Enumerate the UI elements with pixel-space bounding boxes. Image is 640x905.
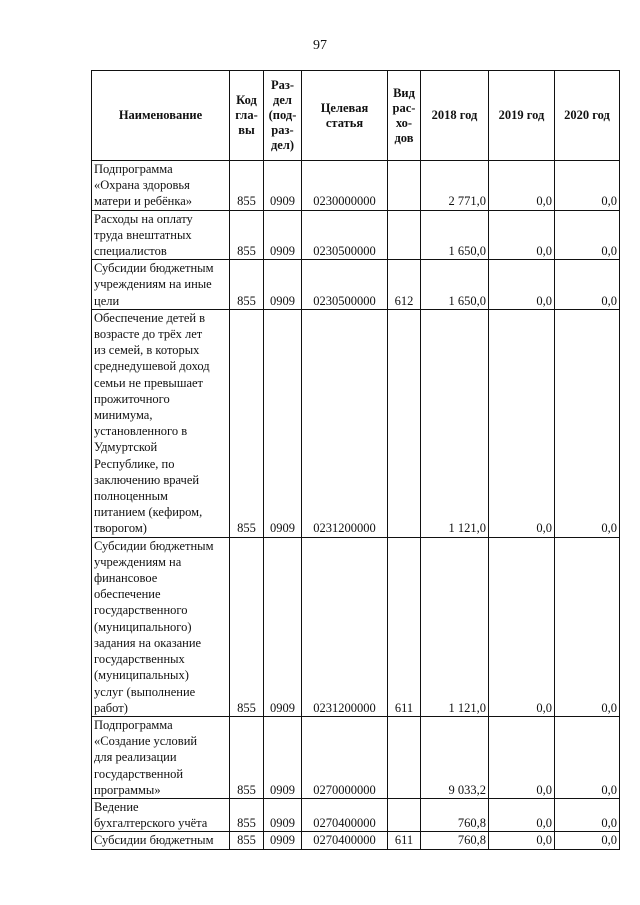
table-row	[92, 798, 620, 831]
row-name: Субсидии бюджетным учреждениям на финансовое обеспечение государственного (муниципального) задания на оказание государственных (муниципальных) услуг (выполнение работ)	[92, 537, 230, 716]
row-value-2019: 0,0	[489, 161, 555, 211]
row-value-2019: 0,0	[489, 832, 555, 849]
row-name: Субсидии бюджетным	[92, 832, 230, 849]
row-expense-type	[388, 210, 421, 260]
row-value-2020: 0,0	[555, 716, 620, 798]
row-value-2019: 0,0	[489, 798, 555, 831]
row-name: Субсидии бюджетным учреждениям на иные цели	[92, 260, 230, 310]
row-name: Подпрограмма «Охрана здоровья матери и ребёнка»	[92, 161, 230, 211]
header-expense-type: Вид рас- хо- дов	[388, 71, 421, 161]
row-expense-type	[388, 716, 421, 798]
row-value-2018: 1 121,0	[421, 309, 489, 537]
row-chapter-code: 855	[230, 260, 264, 310]
row-value-2018: 1 650,0	[421, 210, 489, 260]
row-value-2018: 2 771,0	[421, 161, 489, 211]
row-section: 0909	[264, 537, 302, 716]
page-number: 97	[313, 38, 327, 53]
row-value-2019: 0,0	[489, 537, 555, 716]
row-section: 0909	[264, 716, 302, 798]
row-value-2020: 0,0	[555, 832, 620, 849]
header-name: Наименование	[92, 71, 230, 161]
row-target-article: 0230500000	[302, 260, 388, 310]
row-value-2020: 0,0	[555, 260, 620, 310]
row-value-2020: 0,0	[555, 309, 620, 537]
header-2020: 2020 год	[555, 71, 620, 161]
row-section: 0909	[264, 798, 302, 831]
row-name: Обеспечение детей в возрасте до трёх лет из семей, в которых среднедушевой доход семьи не превышает прожиточного минимума, установленного в Удмуртской Республике, по заключению врачей полноценным питанием (кефиром, творогом)	[92, 309, 230, 537]
row-value-2020: 0,0	[555, 161, 620, 211]
table-row	[92, 260, 620, 310]
header-chapter-code: Код гла- вы	[230, 71, 264, 161]
row-expense-type	[388, 161, 421, 211]
row-target-article: 0231200000	[302, 309, 388, 537]
row-chapter-code: 855	[230, 161, 264, 211]
row-expense-type	[388, 309, 421, 537]
row-value-2018: 9 033,2	[421, 716, 489, 798]
table-row	[92, 832, 620, 849]
table-header-row	[92, 71, 620, 161]
row-target-article: 0270400000	[302, 798, 388, 831]
row-expense-type	[388, 798, 421, 831]
row-expense-type: 612	[388, 260, 421, 310]
row-section: 0909	[264, 260, 302, 310]
row-chapter-code: 855	[230, 537, 264, 716]
row-value-2019: 0,0	[489, 260, 555, 310]
header-section: Раз- дел (под- раз- дел)	[264, 71, 302, 161]
row-value-2020: 0,0	[555, 537, 620, 716]
header-2019: 2019 год	[489, 71, 555, 161]
table-row	[92, 161, 620, 211]
row-expense-type: 611	[388, 832, 421, 849]
row-value-2018: 1 121,0	[421, 537, 489, 716]
row-value-2018: 1 650,0	[421, 260, 489, 310]
row-target-article: 0270400000	[302, 832, 388, 849]
row-chapter-code: 855	[230, 832, 264, 849]
table-row	[92, 210, 620, 260]
row-value-2019: 0,0	[489, 716, 555, 798]
row-value-2018: 760,8	[421, 798, 489, 831]
header-target-article: Целевая статья	[302, 71, 388, 161]
row-value-2020: 0,0	[555, 210, 620, 260]
row-name: Подпрограмма «Создание условий для реализации государственной программы»	[92, 716, 230, 798]
row-expense-type: 611	[388, 537, 421, 716]
row-chapter-code: 855	[230, 210, 264, 260]
row-name: Ведение бухгалтерского учёта	[92, 798, 230, 831]
row-name: Расходы на оплату труда внештатных специалистов	[92, 210, 230, 260]
row-chapter-code: 855	[230, 716, 264, 798]
row-target-article: 0270000000	[302, 716, 388, 798]
row-chapter-code: 855	[230, 309, 264, 537]
row-value-2018: 760,8	[421, 832, 489, 849]
row-section: 0909	[264, 210, 302, 260]
row-target-article: 0230500000	[302, 210, 388, 260]
row-target-article: 0230000000	[302, 161, 388, 211]
budget-table	[91, 70, 620, 850]
row-section: 0909	[264, 161, 302, 211]
table-row	[92, 537, 620, 716]
header-2018: 2018 год	[421, 71, 489, 161]
table-row	[92, 716, 620, 798]
row-value-2020: 0,0	[555, 798, 620, 831]
row-chapter-code: 855	[230, 798, 264, 831]
row-target-article: 0231200000	[302, 537, 388, 716]
row-section: 0909	[264, 309, 302, 537]
row-value-2019: 0,0	[489, 309, 555, 537]
row-value-2019: 0,0	[489, 210, 555, 260]
row-section: 0909	[264, 832, 302, 849]
table-row	[92, 309, 620, 537]
